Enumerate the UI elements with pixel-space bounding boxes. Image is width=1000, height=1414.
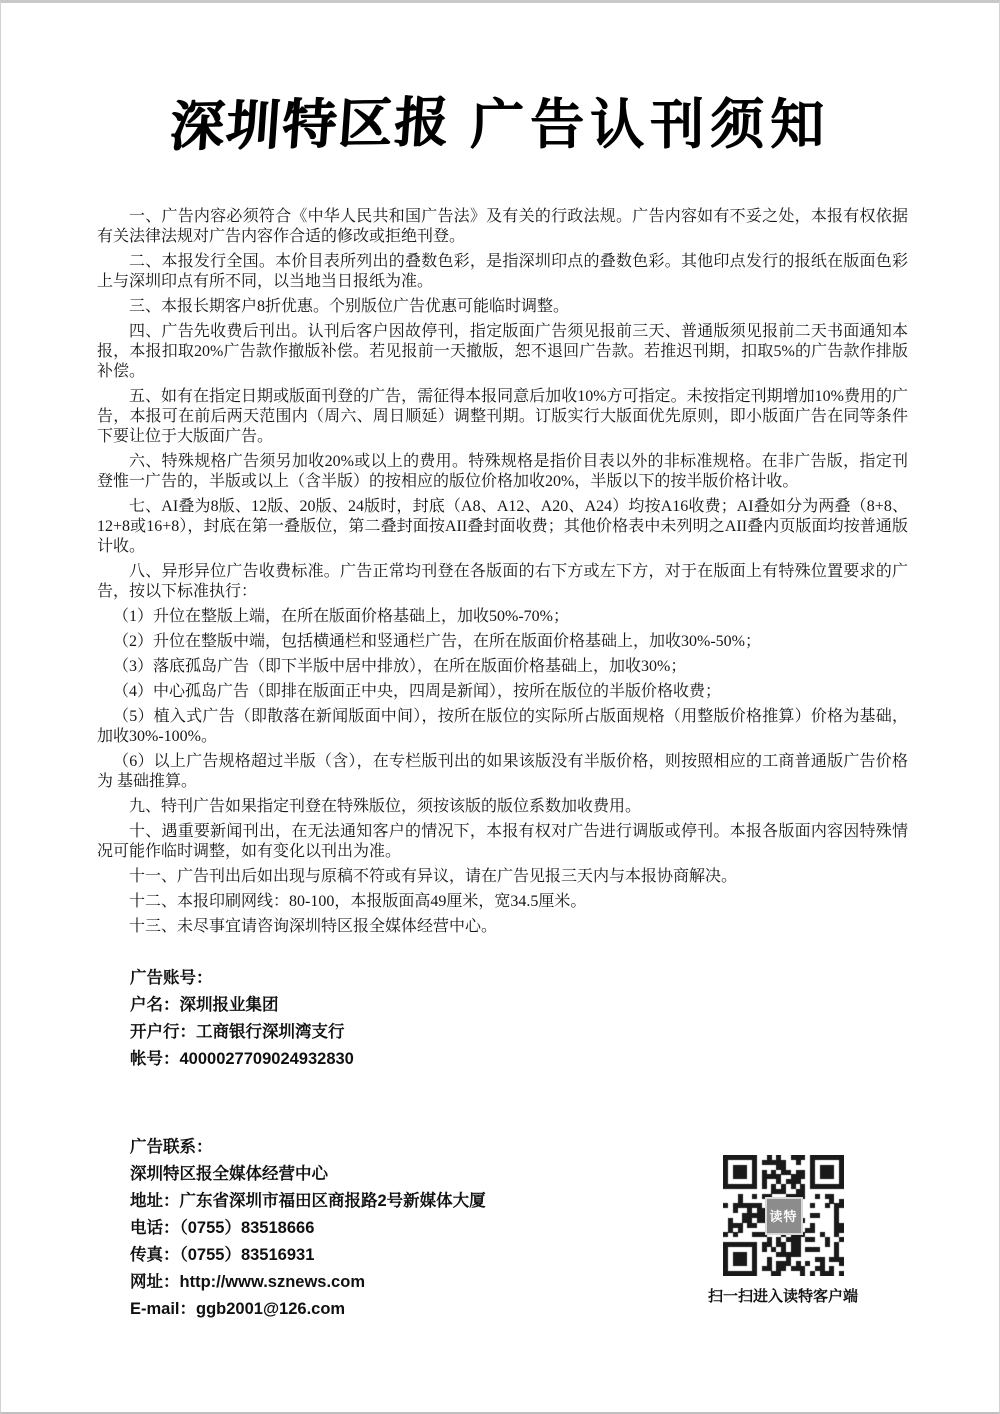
ad-contact-block (130, 1134, 486, 1323)
notice-subitem: （5）植入式广告（即散落在新闻版面中间），按所在版位的实际所占版面规格（用整版价格推算）价格为基础，加收30%-100%。 (97, 708, 908, 745)
notice-body (97, 207, 908, 942)
notice-item: 十一、广告刊出后如出现与原稿不符或有异议，请在广告见报三天内与本报协商解决。 (129, 868, 738, 885)
notice-item: 七、AI叠为8版、12版、20版、24版时，封底（A8、A12、A20、A24）均按A16收费；AI叠如分为两叠（8+8、12+8或16+8），封底在第一叠版位，第二叠封面按AII叠封面收费；其他价格表中未列明之AII叠内页版面均按普通版计收。 (97, 498, 908, 555)
newspaper-masthead: 深圳特区报 (167, 92, 453, 158)
notice-item: 二、本报发行全国。本价目表所列出的叠数色彩，是指深圳印点的叠数色彩。其他印点发行的报纸在版面色彩上与深圳印点有所不同，以当地当日报纸为准。 (97, 253, 908, 290)
notice-item: 十二、本报印刷网线：80-100，本报版面高49厘米，宽34.5厘米。 (129, 893, 587, 910)
notice-item: 五、如有在指定日期或版面刊登的广告，需征得本报同意后加收10%方可指定。未按指定刊期增加10%费用的广告，本报可在前后两天范围内（周六、周日顺延）调整刊期。订版实行大版面优先原则，即小版面广告在同等条件下要让位于大版面广告。 (97, 388, 908, 445)
contact-website: 网址：http://www.sznews.com (130, 1273, 365, 1291)
notice-subitem: （6）以上广告规格超过半版（含），在专栏版刊出的如果该版没有半版价格，则按照相应的工商普通版广告价格为 基础推算。 (97, 753, 908, 790)
page-title (1, 87, 999, 163)
account-number: 帐号：4000027709024932830 (130, 1050, 354, 1068)
notice-subitem: （4）中心孤岛广告（即排在版面正中央，四周是新闻），按所在版位的半版价格收费； (113, 683, 722, 700)
page-title-text: 广告认刊须知 (470, 95, 830, 155)
ad-account-heading: 广告账号： (130, 969, 213, 987)
account-holder-name: 户名：深圳报业集团 (130, 996, 279, 1014)
notice-item: 九、特刊广告如果指定刊登在特殊版位，须按该版的版位系数加收费用。 (129, 798, 642, 815)
notice-subitem: （2）升位在整版中端，包括横通栏和竖通栏广告，在所在版面价格基础上，加收30%-50%； (113, 633, 761, 650)
account-bank: 开户行：工商银行深圳湾支行 (130, 1023, 345, 1041)
notice-item: 十、遇重要新闻刊出，在无法通知客户的情况下，本报有权对广告进行调版或停刊。本报各版面内容因特殊情况可能作临时调整，如有变化以刊出为准。 (97, 823, 908, 860)
notice-item: 六、特殊规格广告须另加收20%或以上的费用。特殊规格是指价目表以外的非标准规格。在非广告版，指定刊登惟一广告的，半版或以上（含半版）的按相应的版位价格加收20%，半版以下的按半版价格计收。 (97, 453, 908, 490)
notice-item: 一、广告内容必须符合《中华人民共和国广告法》及有关的行政法规。广告内容如有不妥之处，本报有权依据有关法律法规对广告内容作合适的修改或拒绝刊登。 (97, 208, 908, 245)
notice-item: 三、本报长期客户8折优惠。个别版位广告优惠可能临时调整。 (129, 298, 570, 315)
contact-org-name: 深圳特区报全媒体经营中心 (130, 1165, 328, 1183)
qr-caption: 扫一扫进入读特客户端 (707, 1288, 858, 1305)
contact-email: E-mail：ggb2001@126.com (130, 1300, 346, 1318)
ad-account-block (130, 965, 354, 1073)
notice-item: 四、广告先收费后刊出。认刊后客户因故停刊，指定版面广告须见报前三天、普通版须见报前二天书面通知本报，本报扣取20%广告款作撤版补偿。若见报前一天撤版，恕不退回广告款。若推迟刊期，扣取5%的广告款作排版补偿。 (97, 323, 908, 380)
notice-item: 八、异形异位广告收费标准。广告正常均刊登在各版面的右下方或左下方，对于在版面上有特殊位置要求的广告，按以下标准执行： (97, 563, 908, 600)
contact-address: 地址：广东省深圳市福田区商报路2号新媒体大厦 (130, 1192, 486, 1210)
contact-phone: 电话：（0755）83518666 (130, 1219, 315, 1237)
notice-subitem: （1）升位在整版上端，在所在版面价格基础上，加收50%-70%； (113, 608, 569, 625)
qr-center-logo: 读特 (765, 1197, 803, 1235)
notice-item: 十三、未尽事宜请咨询深圳特区报全媒体经营中心。 (129, 918, 498, 935)
ad-contact-heading: 广告联系： (130, 1138, 213, 1156)
contact-fax: 传真：（0755）83516931 (130, 1246, 315, 1264)
qr-code (723, 1155, 844, 1276)
notice-subitem: （3）落底孤岛广告（即下半版中居中排放），在所在版面价格基础上，加收30%； (113, 658, 687, 675)
